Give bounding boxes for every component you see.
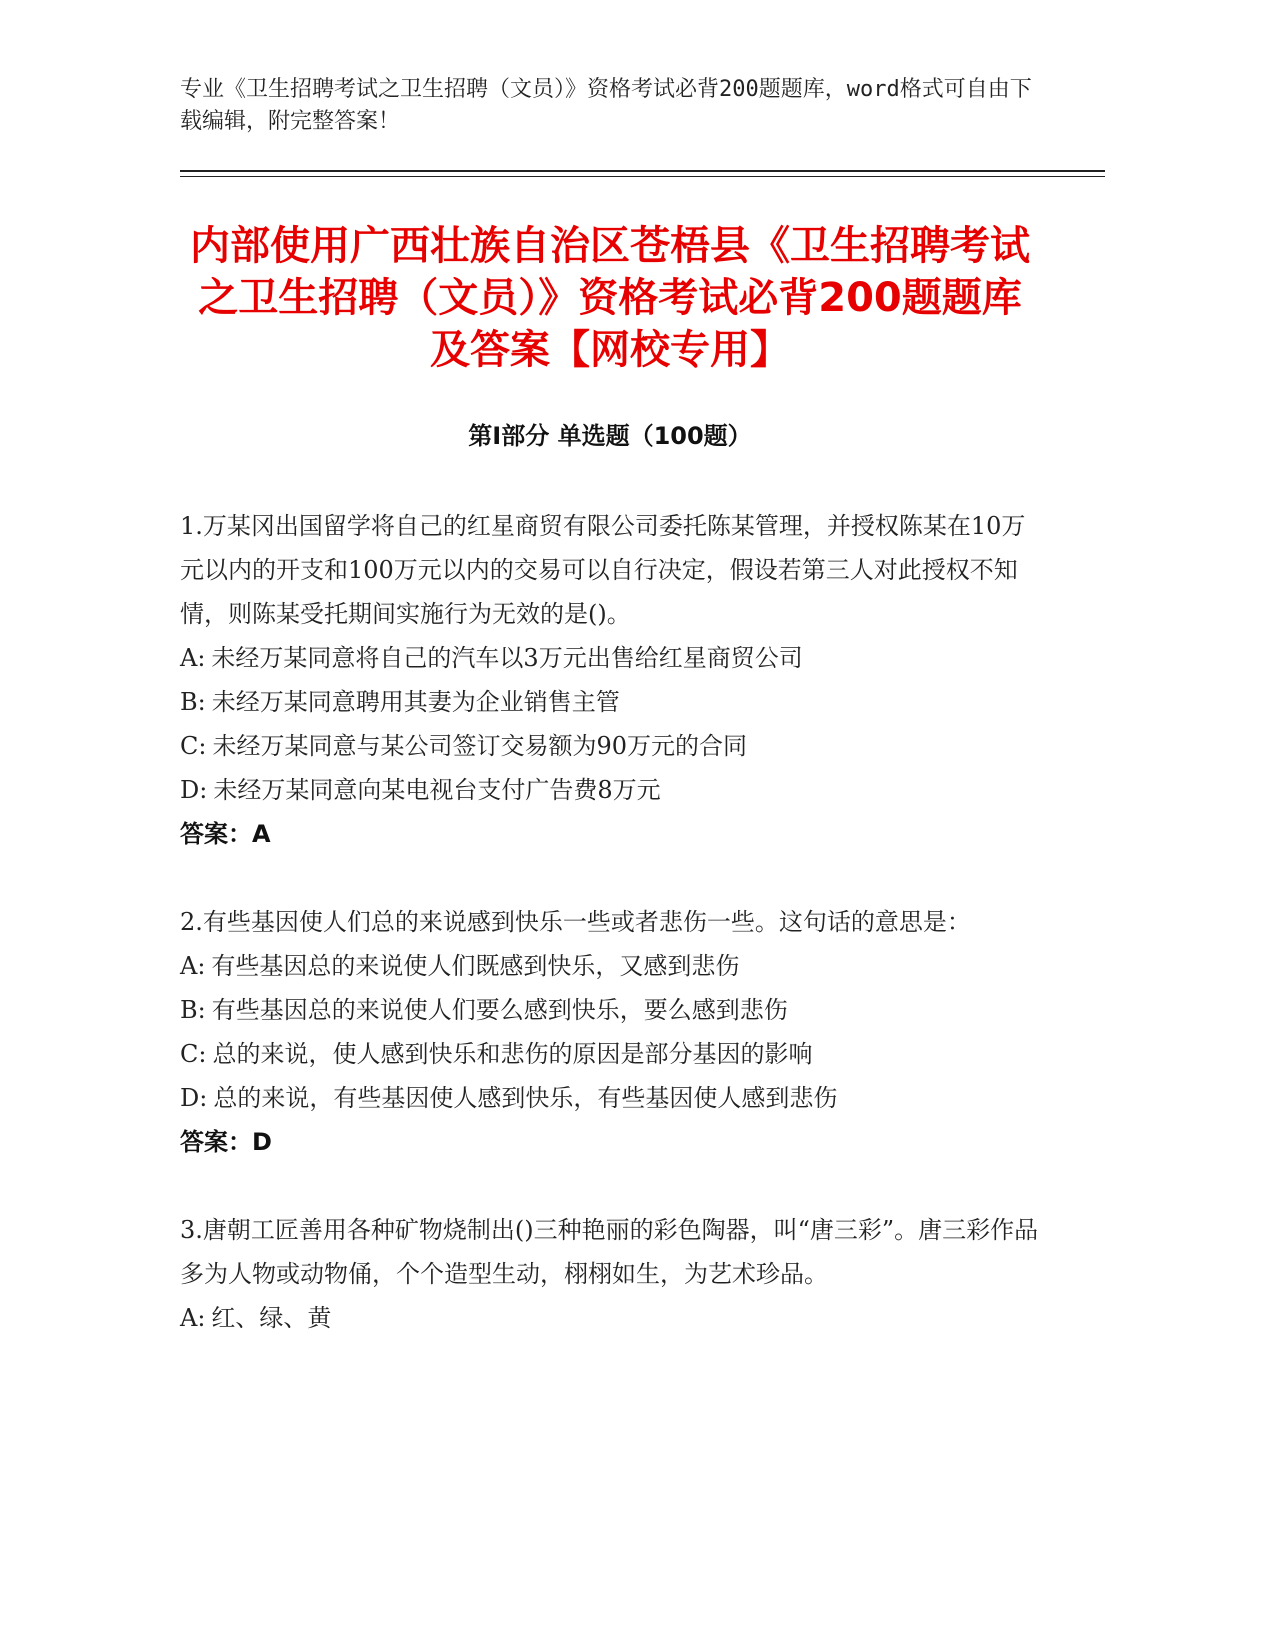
header-rule-thick (180, 170, 1105, 172)
option-key: A: (180, 644, 206, 672)
option-c (180, 1032, 1040, 1076)
question-stem: 2.有些基因使人们总的来说感到快乐一些或者悲伤一些。这句话的意思是： (180, 908, 971, 936)
option-text: 总的来说，使人感到快乐和悲伤的原因是部分基因的影响 (212, 1040, 813, 1068)
option-key: A: (180, 1304, 206, 1332)
question-list (180, 504, 1040, 1384)
question-1 (180, 504, 1040, 856)
option-key: D: (180, 1084, 208, 1112)
option-text: 总的来说，有些基因使人感到快乐，有些基因使人感到悲伤 (213, 1084, 838, 1112)
option-d (180, 768, 1040, 812)
option-d (180, 1076, 1040, 1120)
option-text: 未经万某同意与某公司签订交易额为90万元的合同 (212, 732, 747, 760)
answer: 答案：D (180, 1128, 272, 1156)
option-b (180, 988, 1040, 1032)
option-key: D: (180, 776, 208, 804)
question-2 (180, 900, 1040, 1164)
section-title: 第Ⅰ部分 单选题（100题） (468, 422, 752, 450)
option-key: B: (180, 996, 206, 1024)
document-title: 内部使用广西壮族自治区苍梧县《卫生招聘考试之卫生招聘（文员）》资格考试必背200题题库及答案【网校专用】 (190, 223, 1030, 373)
question-stem: 1.万某冈出国留学将自己的红星商贸有限公司委托陈某管理，并授权陈某在10万元以内的开支和100万元以内的交易可以自行决定，假设若第三人对此授权不知情，则陈某受托期间实施行为无效的是()。 (180, 512, 1026, 628)
option-a (180, 944, 1040, 988)
option-a (180, 1296, 1040, 1340)
option-text: 有些基因总的来说使人们要么感到快乐，要么感到悲伤 (211, 996, 788, 1024)
option-key: B: (180, 688, 206, 716)
option-b (180, 680, 1040, 724)
answer: 答案：A (180, 820, 271, 848)
option-text: 未经万某同意聘用其妻为企业销售主管 (211, 688, 620, 716)
question-stem: 3.唐朝工匠善用各种矿物烧制出()三种艳丽的彩色陶器，叫“唐三彩”。唐三彩作品多为人物或动物俑，个个造型生动，栩栩如生，为艺术珍品。 (180, 1216, 1039, 1288)
option-text: 未经万某同意将自己的汽车以3万元出售给红星商贸公司 (211, 644, 803, 672)
option-text: 红、绿、黄 (211, 1304, 332, 1332)
option-key: A: (180, 952, 206, 980)
option-text: 未经万某同意向某电视台支付广告费8万元 (213, 776, 661, 804)
option-text: 有些基因总的来说使人们既感到快乐，又感到悲伤 (211, 952, 740, 980)
option-a (180, 636, 1040, 680)
header-rule-thin (180, 176, 1105, 177)
option-c (180, 724, 1040, 768)
option-key: C: (180, 1040, 207, 1068)
option-key: C: (180, 732, 207, 760)
header-note: 专业《卫生招聘考试之卫生招聘（文员）》资格考试必背200题题库，word格式可自由下载编辑，附完整答案！ (180, 77, 1032, 134)
question-3 (180, 1208, 1040, 1340)
